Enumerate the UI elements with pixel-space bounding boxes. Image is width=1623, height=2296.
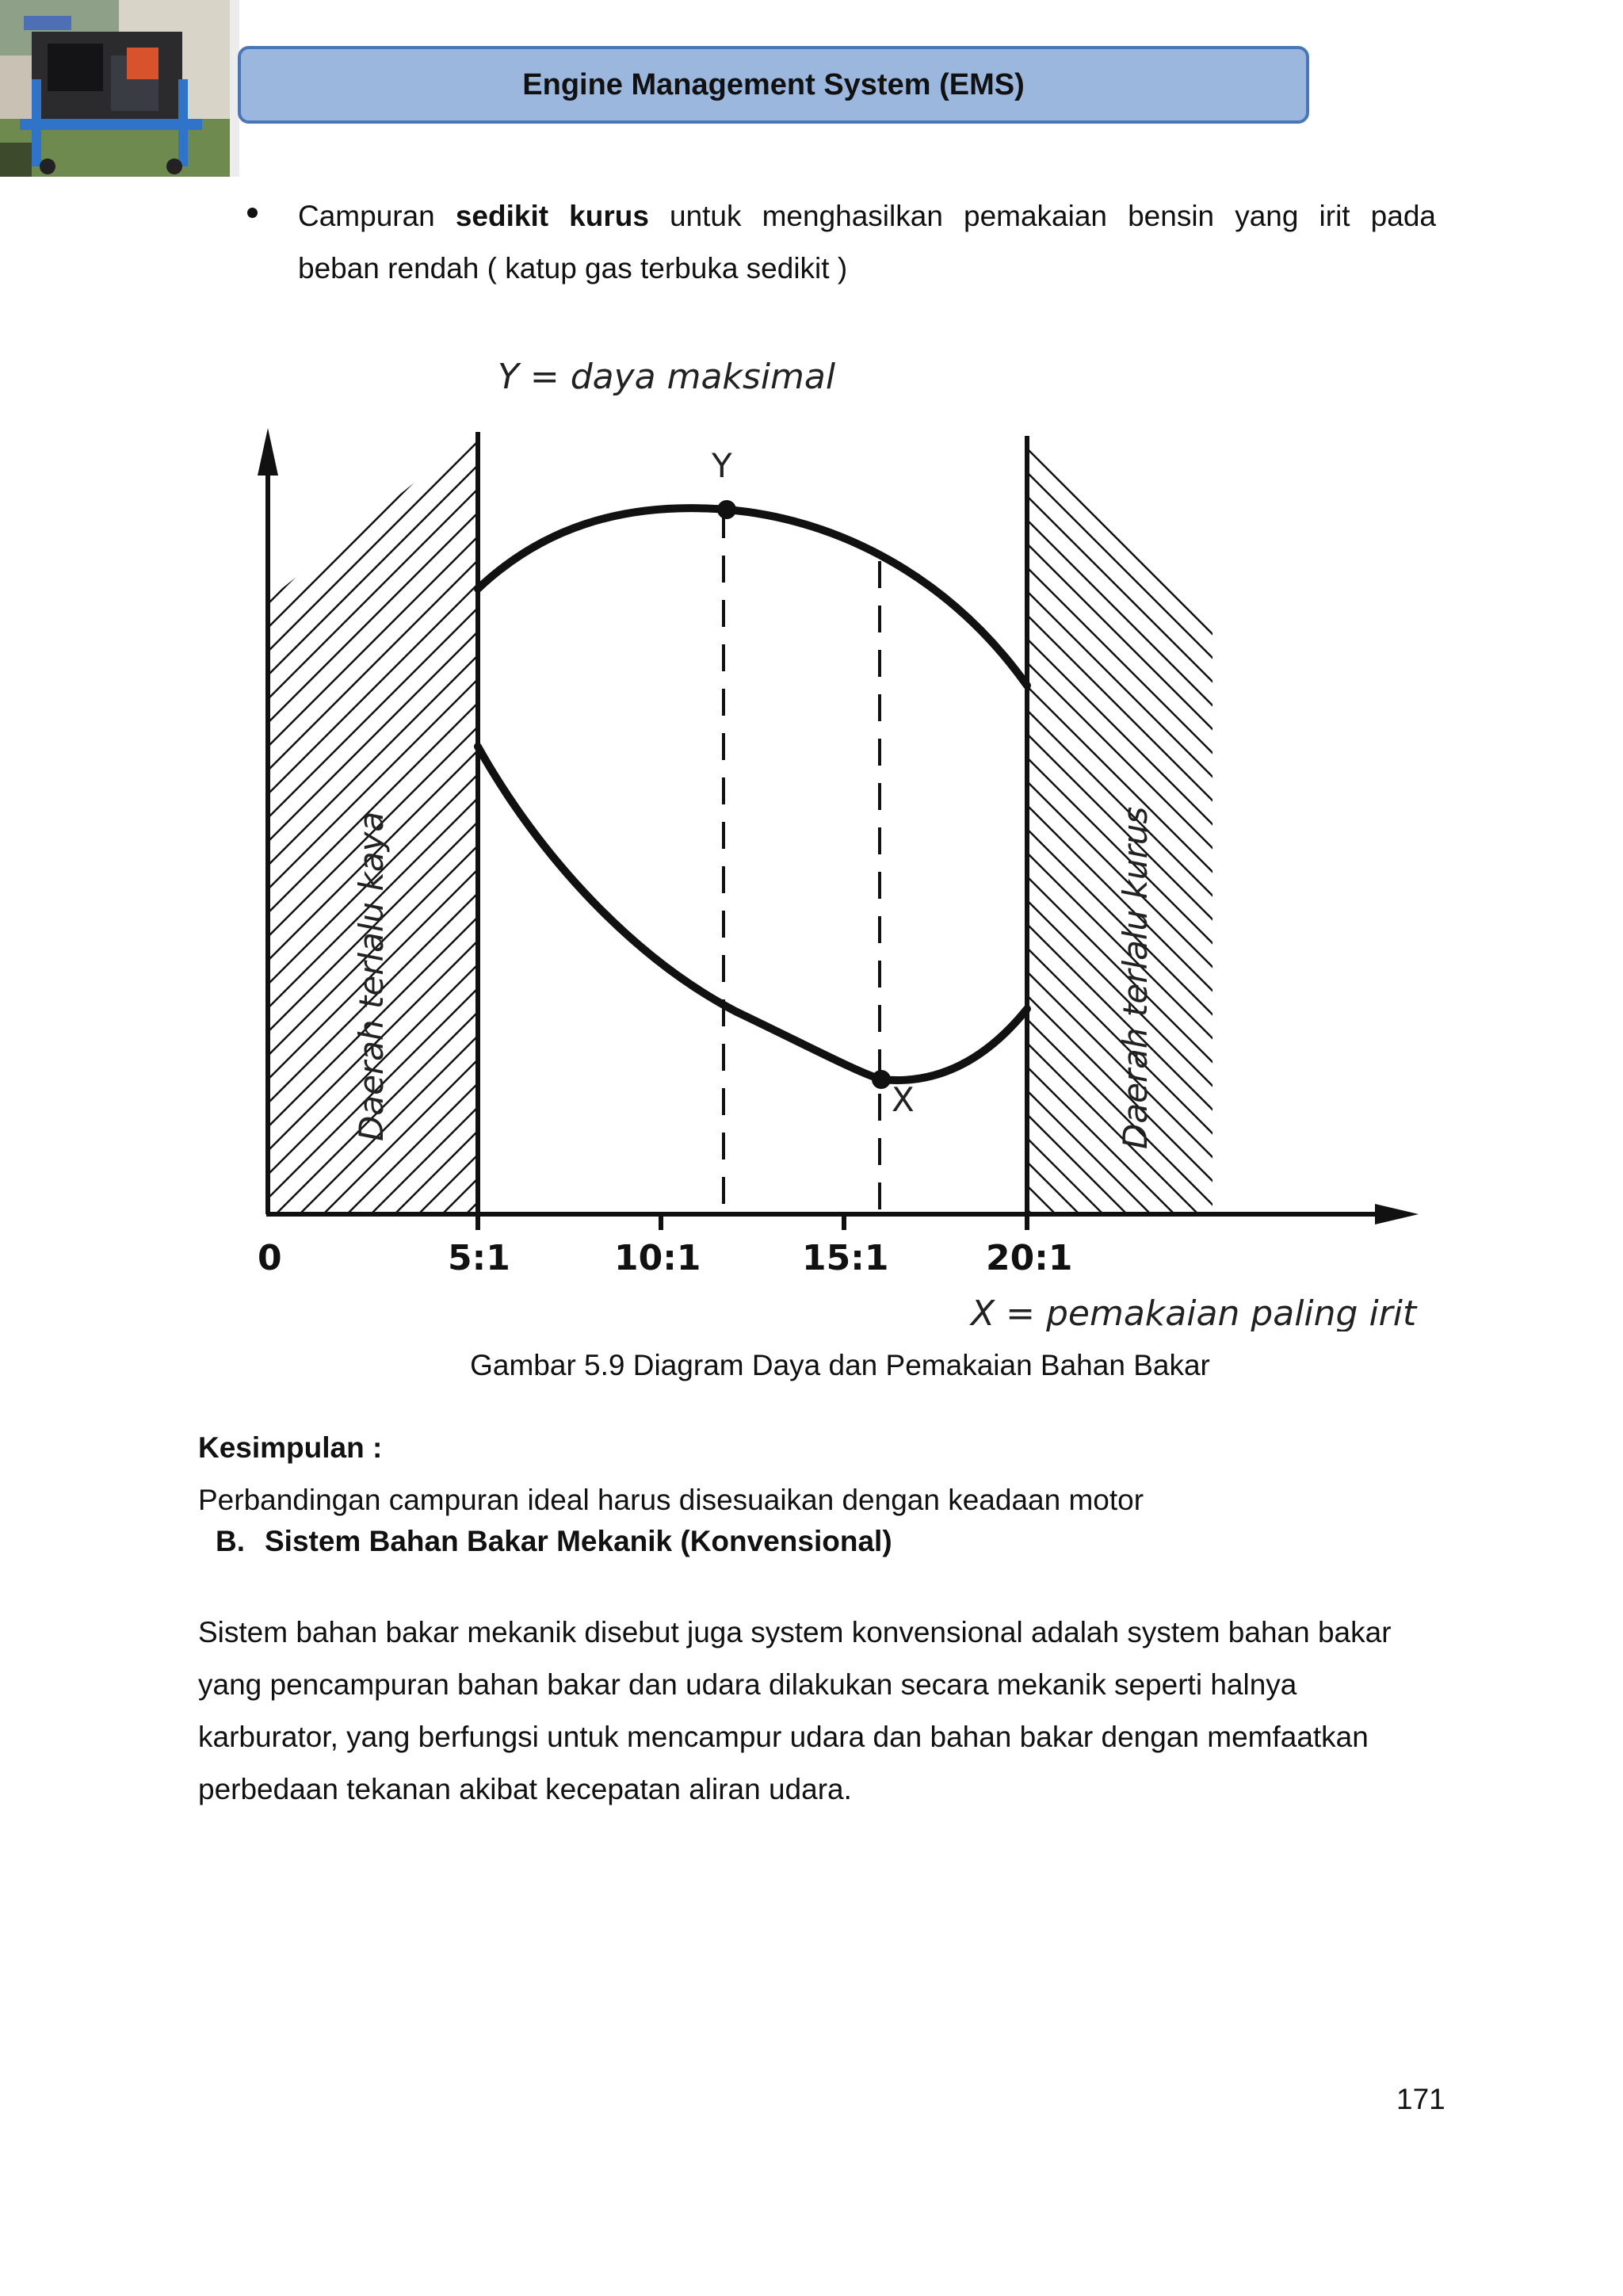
power-curve [478, 508, 1027, 686]
figure-caption: Gambar 5.9 Diagram Daya dan Pemakaian Bahan Bakar [470, 1349, 1210, 1381]
consumption-curve [478, 747, 1027, 1080]
page-number: 171 [1396, 2083, 1445, 2115]
power-consumption-diagram [0, 349, 1623, 1331]
tick-label-10-1: 10:1 [614, 1238, 701, 1278]
section-b-heading [216, 1525, 892, 1558]
tick-label-20-1: 20:1 [986, 1238, 1073, 1278]
bullet-text [298, 190, 1436, 295]
max-power-label: Y = daya maksimal [498, 357, 836, 397]
rich-zone-label: Daerah terlalu kaya [352, 811, 391, 1141]
point-y-label: Y [712, 446, 732, 485]
section-title: Sistem Bahan Bakar Mekanik (Konvensional) [265, 1525, 892, 1557]
section-letter: B. [216, 1525, 245, 1557]
max-power-point [717, 500, 736, 519]
header-title: Engine Management System (EMS) [522, 67, 1025, 101]
point-x-label: X [892, 1080, 915, 1119]
bullet-post: untuk menghasilkan pemakaian bensin yang irit pada [648, 200, 1436, 232]
conclusion-title: Kesimpulan : [198, 1431, 383, 1464]
bullet-line-2: beban rendah ( katup gas terbuka sedikit ) [298, 252, 848, 285]
bullet-line-1 [298, 190, 1436, 243]
y-axis-arrow-icon [258, 428, 278, 476]
x-axis-arrow-icon [1375, 1204, 1419, 1224]
min-consumption-point [872, 1070, 891, 1089]
tick-label-15-1: 15:1 [802, 1238, 889, 1278]
bullet-bold: sedikit kurus [455, 200, 649, 232]
header-banner [238, 46, 1309, 124]
bullet-dot-icon [247, 208, 258, 218]
bullet-item [247, 190, 1436, 295]
engine-trainer-photo [0, 0, 239, 177]
conclusion-text: Perbandingan campuran ideal harus disesuaikan dengan keadaan motor [198, 1484, 1144, 1516]
tick-label-0: 0 [258, 1238, 282, 1278]
tick-label-5-1: 5:1 [448, 1238, 510, 1278]
lean-zone-label: Daerah terlalu kurus [1116, 806, 1155, 1149]
body-paragraph: Sistem bahan bakar mekanik disebut juga system konvensional adalah system bahan bakar yang pencampuran bahan bakar dan udara dilakukan secara mekanik seperti halnya karburator, yang berfungsi untuk mencampur udara dan bahan bakar dengan memfaatkan perbedaan tekanan akibat kecepatan aliran udara. [198, 1616, 1392, 1805]
min-consumption-label: X = pemakaian paling irit [971, 1293, 1417, 1331]
bullet-pre: Campuran [298, 200, 456, 232]
